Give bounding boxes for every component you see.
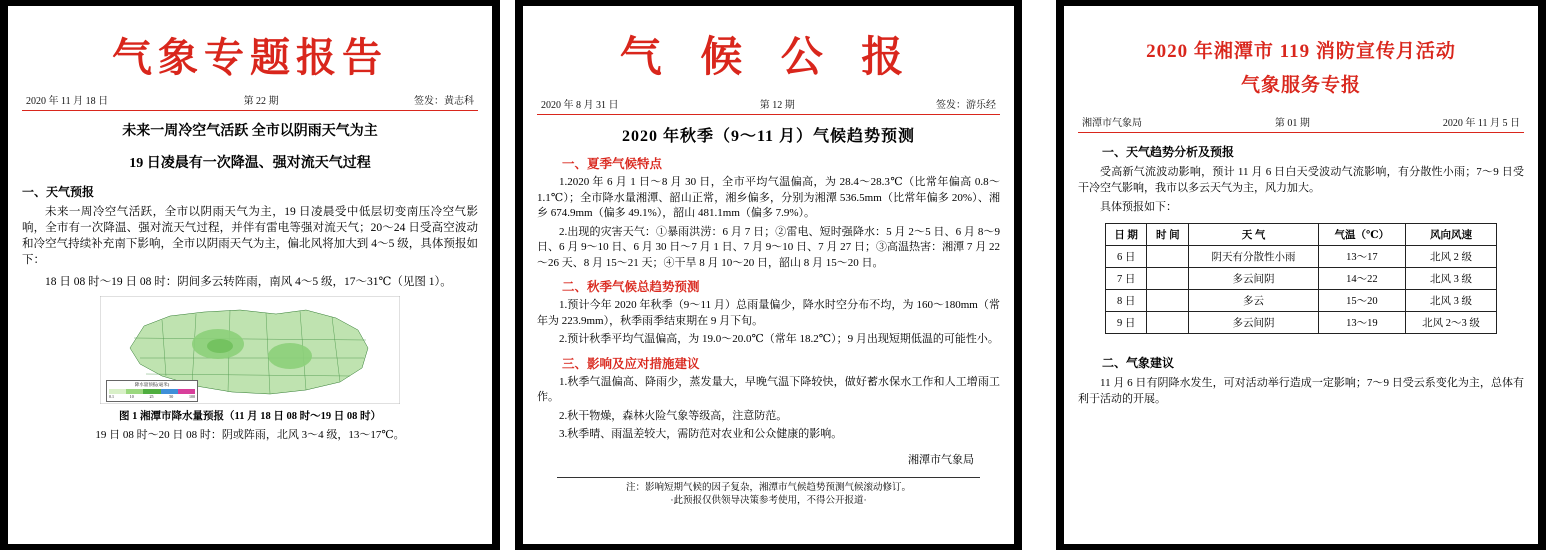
cell-date: 8 日 <box>1105 290 1147 312</box>
doc2-s2-paragraph-2: 2.预计秋季平均气温偏高，为 19.0～20.0℃（常年 18.2℃）；9 月出现短期低温的可能性小。 <box>559 333 999 345</box>
doc2-section-2: 二、秋季气候总趋势预测 <box>562 280 700 294</box>
doc2-s3-paragraph-1: 1.秋季气温偏高、降雨少，蒸发量大，早晚气温下降较快，做好蓄水保水工作和人工增雨工作。 <box>537 375 1000 403</box>
legend-value-0: 0.1 <box>109 394 114 399</box>
cell-weather: 多云间阴 <box>1189 268 1319 290</box>
doc1-title: 气象专题报告 <box>112 35 388 80</box>
table-header-time: 时 间 <box>1147 224 1189 246</box>
doc1-header-rule <box>22 110 478 111</box>
doc3-title-line-2: 气象服务专报 <box>1240 75 1361 96</box>
doc2-section-3: 三、影响及应对措施建议 <box>562 356 700 371</box>
doc2-header-rule <box>537 114 1000 115</box>
doc2-footer-rule <box>557 477 980 478</box>
doc3-date: 2020 年 11 月 5 日 <box>1442 118 1520 129</box>
doc3-section-1: 一、天气趋势分析及预报 <box>1102 145 1235 159</box>
document-card-climate-bulletin <box>515 0 1022 550</box>
cell-weather: 多云 <box>1189 290 1319 312</box>
table-row <box>1105 290 1496 312</box>
doc2-s1-paragraph-2: 2.出现的灾害天气：①暴雨洪涝：6 月 7 日；②雷电、短时强降水：5 月 2～5 日、6 月 8～9 日、6 月 9～10 日、6 月 30 日～7 月 1 日、7 月 9～10 日、7 月 27 日；③高温热害：湘潭 7 月 22～26 天、8 月 15～21 天；④干旱 8 月 10～20 日，韶山 8 月 15～20 日。 <box>537 225 1000 269</box>
doc3-paragraph-2: 具体预报如下： <box>1100 201 1177 213</box>
doc2-s3-paragraph-3: 3.秋季晴、雨温差较大，需防范对农业和公众健康的影响。 <box>559 428 843 440</box>
cell-temperature: 15～20 <box>1318 290 1405 312</box>
doc2-issue: 第 12 期 <box>759 100 795 111</box>
doc2-title: 气 候 公 报 <box>619 35 918 81</box>
doc1-paragraph-2: 18 日 08 时～19 日 08 时：阴间多云转阵雨，南风 4～5 级，17～31℃（见图 1）。 <box>45 276 452 288</box>
doc1-tail-text: 19 日 08 时～20 日 08 时：阴或阵雨，北风 3～4 级，13～17℃。 <box>95 429 405 441</box>
cell-weather: 多云间阴 <box>1189 312 1319 334</box>
doc3-forecast-table <box>1105 223 1497 334</box>
table-header-row <box>1105 224 1496 246</box>
doc1-paragraph-1: 未来一周冷空气活跃，全市以阴雨天气为主，19 日凌晨受中低层切变南压冷空气影响，全市有一次降温、强对流天气过程，并伴有雷电等强对流天气；20～24 日受高空波动和冷空气持续补充南下影响，全市以阴雨天气为主，偏北风将加大到 4～5 级，具体预报如下： <box>22 206 478 266</box>
doc3-header-rule <box>1078 132 1524 133</box>
table-row <box>1105 246 1496 268</box>
doc1-signer: 签发：黄志科 <box>413 96 474 107</box>
cell-temperature: 13～19 <box>1318 312 1405 334</box>
doc1-date: 2020 年 11 月 18 日 <box>26 96 109 107</box>
legend-value-4: 100 <box>189 394 195 399</box>
doc1-rainfall-map <box>100 296 400 404</box>
cell-weather: 阴天有分散性小雨 <box>1189 246 1319 268</box>
table-row <box>1105 312 1496 334</box>
document-page-2 <box>523 6 1014 544</box>
cell-date: 6 日 <box>1105 246 1147 268</box>
cell-time <box>1147 312 1189 334</box>
doc2-s2-paragraph-1: 1.预计今年 2020 年秋季（9～11 月）总雨量偏少，降水时空分布不均，为 160～180mm（常年为 223.9mm），秋季雨季结束期在 9 月下旬。 <box>537 299 1000 327</box>
cell-wind: 北风 3 级 <box>1405 290 1496 312</box>
doc1-headline-2: 19 日凌晨有一次降温、强对流天气过程 <box>129 156 371 171</box>
doc1-figure-caption: 图 1 湘潭市降水量预报（11 月 18 日 08 时～19 日 08 时） <box>119 411 381 422</box>
doc2-section-1: 一、夏季气候特点 <box>562 157 663 171</box>
document-page-3 <box>1064 6 1538 544</box>
legend-value-2: 25 <box>149 394 154 399</box>
table-header-temperature: 气温（℃） <box>1318 224 1405 246</box>
doc1-meta-row <box>22 92 478 110</box>
doc3-issue: 第 01 期 <box>1274 118 1310 129</box>
doc2-s3-paragraph-2: 2.秋干物燥，森林火险气象等级高，注意防范。 <box>559 409 788 422</box>
cell-time <box>1147 246 1189 268</box>
legend-values <box>109 394 195 400</box>
doc2-footnote-2: ·此预报仅供领导决策参考使用，不得公开报道· <box>670 495 867 506</box>
legend-value-1: 10 <box>129 394 134 399</box>
table-header-date: 日 期 <box>1105 224 1147 246</box>
cell-date: 7 日 <box>1105 268 1147 290</box>
table-header-wind: 风向风速 <box>1405 224 1496 246</box>
table-header-weather: 天 气 <box>1189 224 1319 246</box>
document-card-weather-special-report <box>0 0 500 550</box>
doc3-spacer <box>1078 334 1524 344</box>
document-page-1 <box>8 6 492 544</box>
doc3-meta-row <box>1078 114 1524 132</box>
cell-temperature: 14～22 <box>1318 268 1405 290</box>
cell-time <box>1147 290 1189 312</box>
cell-wind: 北风 2～3 级 <box>1405 312 1496 334</box>
doc3-paragraph-1: 受高新气流波动影响，预计 11 月 6 日白天受波动气流影响，有分散性小雨；7～9 日受干冷空气影响，我市以多云天气为主，风力加大。 <box>1078 166 1524 194</box>
cell-wind: 北风 2 级 <box>1405 246 1496 268</box>
doc1-section-1: 一、天气预报 <box>22 185 95 199</box>
doc2-signer: 签发：游乐经 <box>936 100 996 111</box>
map-legend <box>106 380 198 402</box>
doc2-meta-row <box>537 96 1000 114</box>
doc1-headline-1: 未来一周冷空气活跃 全市以阴雨天气为主 <box>122 124 378 139</box>
cell-time <box>1147 268 1189 290</box>
cell-wind: 北风 3 级 <box>1405 268 1496 290</box>
doc2-s1-paragraph-1: 1.2020 年 6 月 1 日～8 月 30 日，全市平均气温偏高，为 28.4～28.3℃（比常年偏高 0.8～1.1℃）；全市降水量湘潭、韶山正常，湘乡偏多，分别为湘潭 536.5mm（比常年偏多 20%）、湘乡 674.9mm（偏多 49.1%），韶山 481.1mm（偏多 7.9%）。 <box>537 176 1000 219</box>
doc1-issue: 第 22 期 <box>243 96 279 107</box>
legend-title: 降水量预报(毫米) <box>134 382 170 387</box>
doc3-section-2: 二、气象建议 <box>1102 356 1175 370</box>
doc2-signature: 湘潭市气象局 <box>908 453 974 466</box>
doc3-title-line-1: 2020 年湘潭市 119 消防宣传月活动 <box>1146 41 1456 62</box>
doc2-footnote-1: 注：影响短期气候的因子复杂，湘潭市气候趋势预测气候滚动修订。 <box>625 482 911 493</box>
doc2-document-title: 2020 年秋季（9～11 月）气候趋势预测 <box>621 128 916 145</box>
document-card-fire-safety-service-report <box>1056 0 1546 550</box>
doc2-date: 2020 年 8 月 31 日 <box>541 100 619 111</box>
table-row <box>1105 268 1496 290</box>
legend-value-3: 50 <box>169 394 174 399</box>
cell-temperature: 13～17 <box>1318 246 1405 268</box>
cell-date: 9 日 <box>1105 312 1147 334</box>
doc3-org: 湘潭市气象局 <box>1082 118 1142 129</box>
doc3-paragraph-3: 11 月 6 日有阴降水发生，可对活动举行造成一定影响；7～9 日受云系变化为主，总体有利于活动的开展。 <box>1078 377 1524 405</box>
